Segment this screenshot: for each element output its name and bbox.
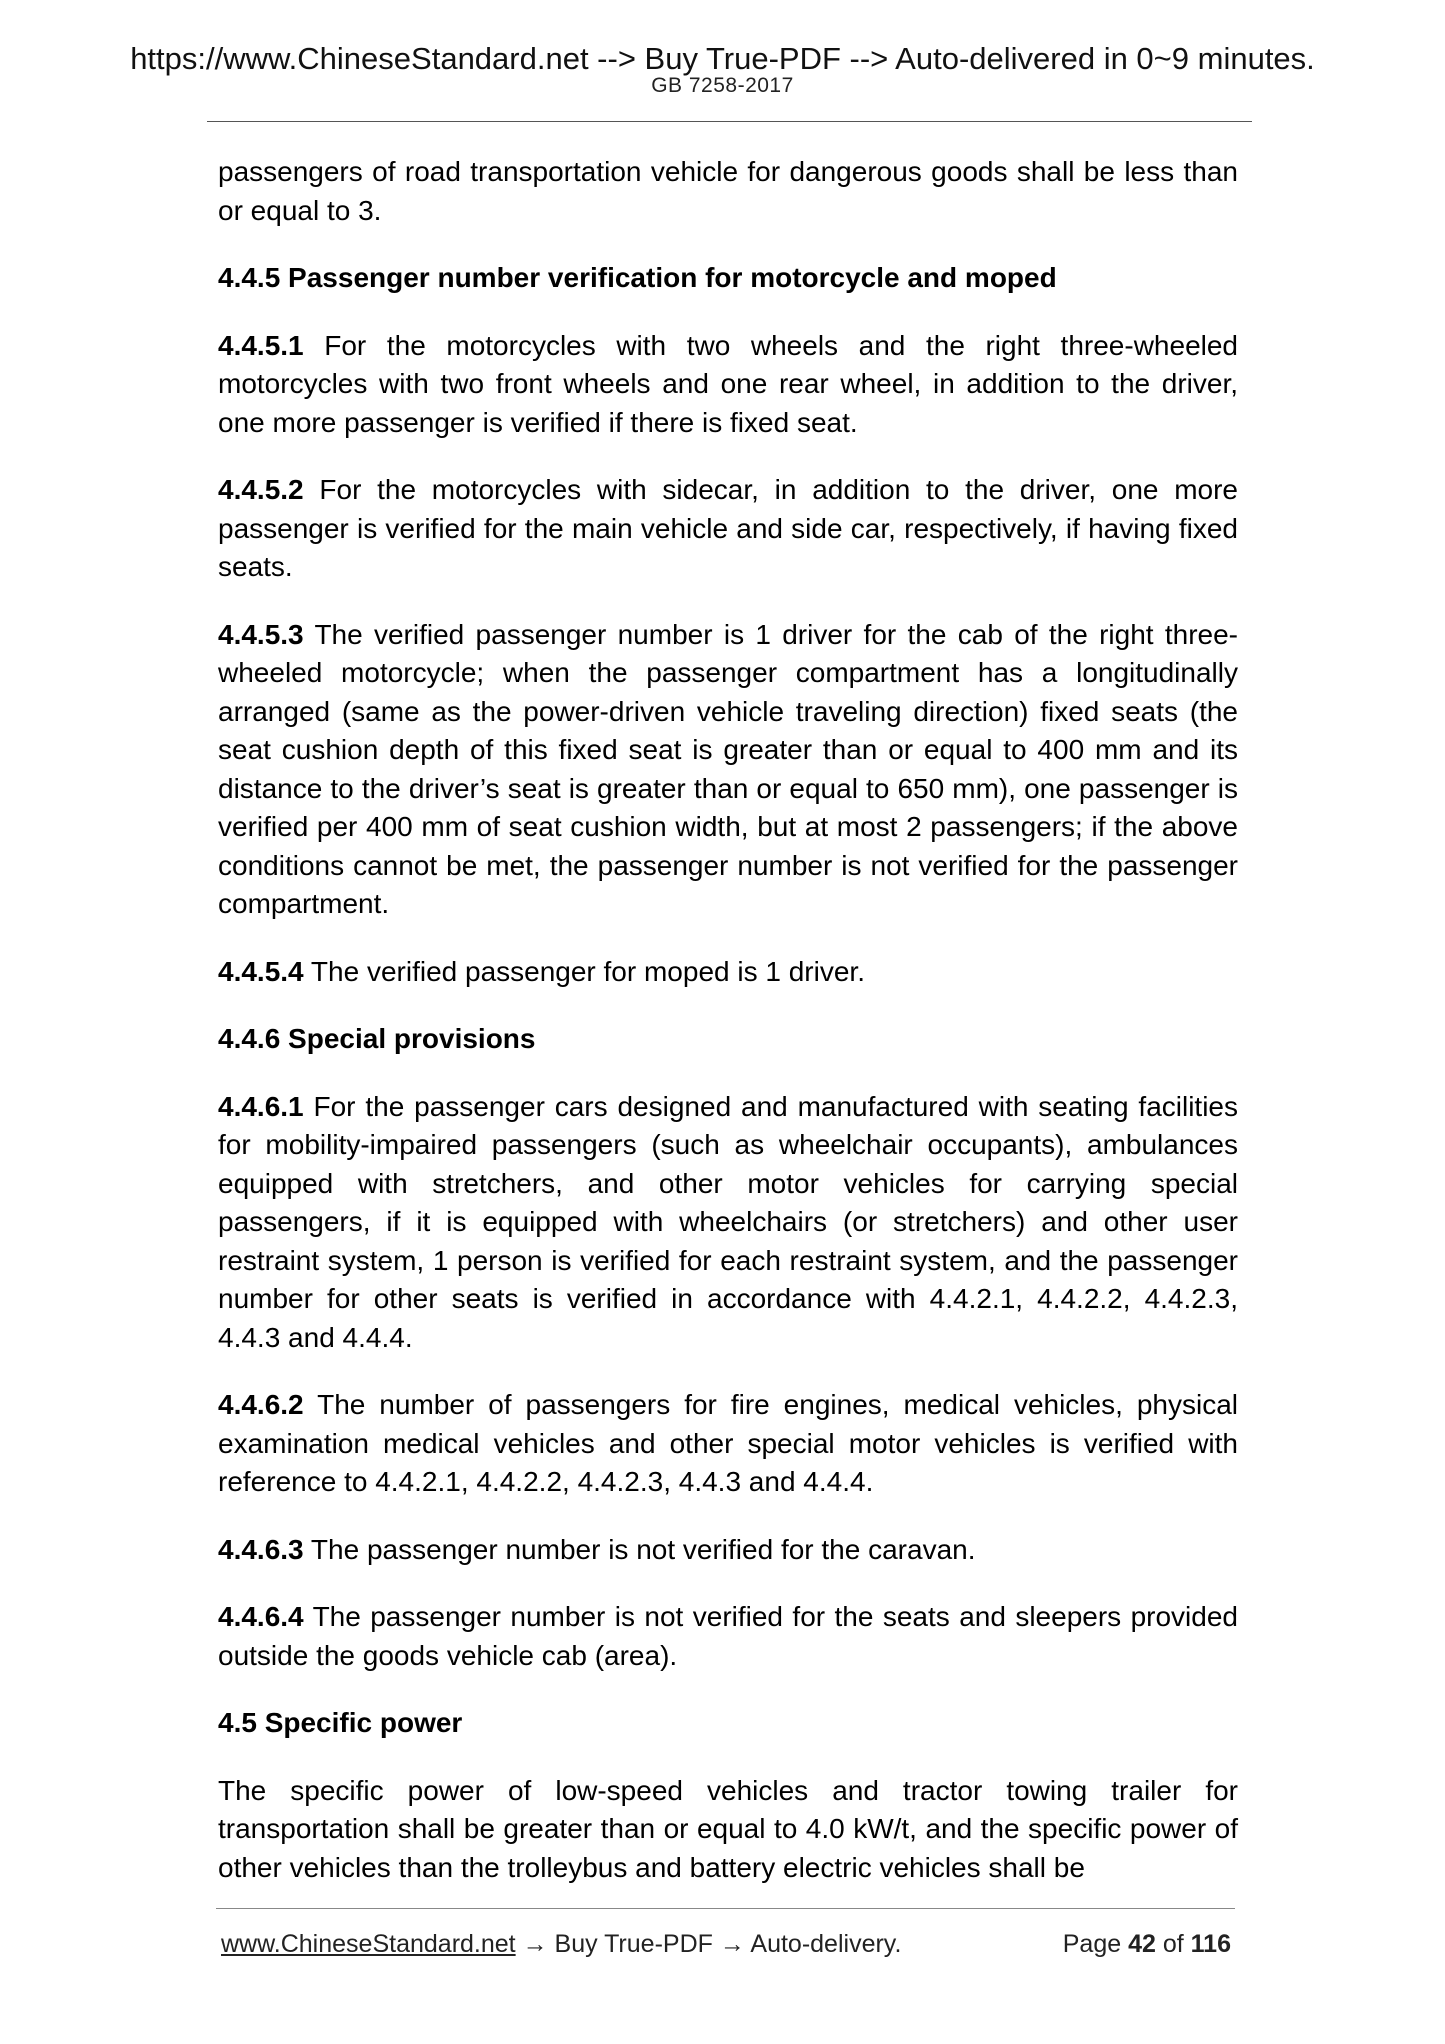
clause-number: 4.4.6.1 xyxy=(218,1090,304,1122)
page-number: 42 xyxy=(1128,1930,1156,1958)
page-counter xyxy=(1063,1926,1231,1962)
clause-4-4-6-3 xyxy=(218,1531,1238,1570)
clause-text: The passenger number is not verified for the seats and sleepers provided outside the goods vehicle cab (area). xyxy=(218,1601,1238,1671)
intro-paragraph: passengers of road transportation vehicle for dangerous goods shall be less than or equal to 3. xyxy=(218,156,1238,226)
clause-4-4-6-2 xyxy=(218,1386,1238,1502)
document-body xyxy=(218,153,1238,1887)
page-footer xyxy=(221,1926,1231,1962)
header-url-banner: https://www.ChineseStandard.net --> Buy True-PDF --> Auto-delivered in 0~9 minutes. xyxy=(130,41,1315,76)
clause-text: For the motorcycles with two wheels and the right three-wheeled motorcycles with two front wheels and one rear wheel, in addition to the driver, one more passenger is verified if there is fixed seat. xyxy=(218,329,1239,438)
clause-number: 4.4.6.4 xyxy=(218,1601,304,1632)
clause-number: 4.4.5.1 xyxy=(218,329,304,361)
page-label: Page xyxy=(1062,1930,1122,1958)
clause-number: 4.4.5.4 xyxy=(218,955,304,987)
clause-4-4-5-1 xyxy=(218,327,1238,443)
clause-4-4-5-3 xyxy=(218,616,1238,924)
clause-text: The passenger number is not verified for the caravan. xyxy=(310,1533,976,1565)
footer-tail-text: → Buy True-PDF → Auto-delivery. xyxy=(515,1930,902,1958)
clause-text: The number of passengers for fire engines, medical vehicles, physical examination medical vehicles and other special motor vehicles is verified with reference to 4.4.2.1, 4.4.2.2, 4.4.2.3, 4.4.3 and 4.4.4. xyxy=(218,1389,1238,1497)
clause-number: 4.4.6.3 xyxy=(218,1533,304,1565)
clause-text: The verified passenger number is 1 driver for the cab of the right three-wheeled motorcycle; when the passenger compartment has a longitudinally arranged (same as the power-driven vehicle traveling direction) fixed seats (the seat cushion depth of this fixed seat is greater than or equal to 400 mm and its distance to the driver’s seat is greater than or equal to 650 mm), one passenger is verified per 400 mm of seat cushion width, but at most 2 passengers; if the above conditions cannot be met, the passenger number is not verified for the passenger compartment. xyxy=(218,618,1238,919)
footer-divider xyxy=(216,1908,1235,1909)
clause-number: 4.4.5.2 xyxy=(218,474,304,505)
clause-4-4-5-4 xyxy=(218,953,1238,992)
heading-4-4-5: 4.4.5 Passenger number verification for motorcycle and moped xyxy=(218,262,1057,293)
clause-4-4-5-2 xyxy=(218,471,1238,587)
heading-4-4-6: 4.4.6 Special provisions xyxy=(218,1023,536,1054)
clause-number: 4.4.6.2 xyxy=(218,1389,304,1420)
of-label: of xyxy=(1162,1930,1184,1958)
paragraph-4-5: The specific power of low-speed vehicles and tractor towing trailer for transportation shall be greater than or equal to 4.0 kW/t, and the specific power of other vehicles than the trolleybus and battery electric vehicles shall be xyxy=(218,1774,1238,1883)
clause-4-4-6-1 xyxy=(218,1088,1238,1358)
clause-text: For the passenger cars designed and manufactured with seating facilities for mobility-impaired passengers (such as wheelchair occupants), ambulances equipped with stretchers, and other motor vehicles for carrying special passengers, if it is equipped with wheelchairs (or stretchers) and other user restraint system, 1 person is verified for each restraint system, and the passenger number for other seats is verified in accordance with 4.4.2.1, 4.4.2.2, 4.4.2.3, 4.4.3 and 4.4.4. xyxy=(218,1090,1239,1353)
standard-code: GB 7258-2017 xyxy=(651,74,794,97)
clause-4-4-6-4 xyxy=(218,1598,1238,1675)
header-divider xyxy=(207,121,1252,122)
clause-text: The verified passenger for moped is 1 driver. xyxy=(310,955,865,987)
total-pages: 116 xyxy=(1190,1930,1231,1958)
site-link[interactable]: www.ChineseStandard.net xyxy=(221,1930,516,1958)
clause-text: For the motorcycles with sidecar, in addition to the driver, one more passenger is verified for the main vehicle and side car, respectively, if having fixed seats. xyxy=(218,474,1239,582)
clause-number: 4.4.5.3 xyxy=(218,618,304,650)
heading-4-5: 4.5 Specific power xyxy=(218,1707,463,1738)
